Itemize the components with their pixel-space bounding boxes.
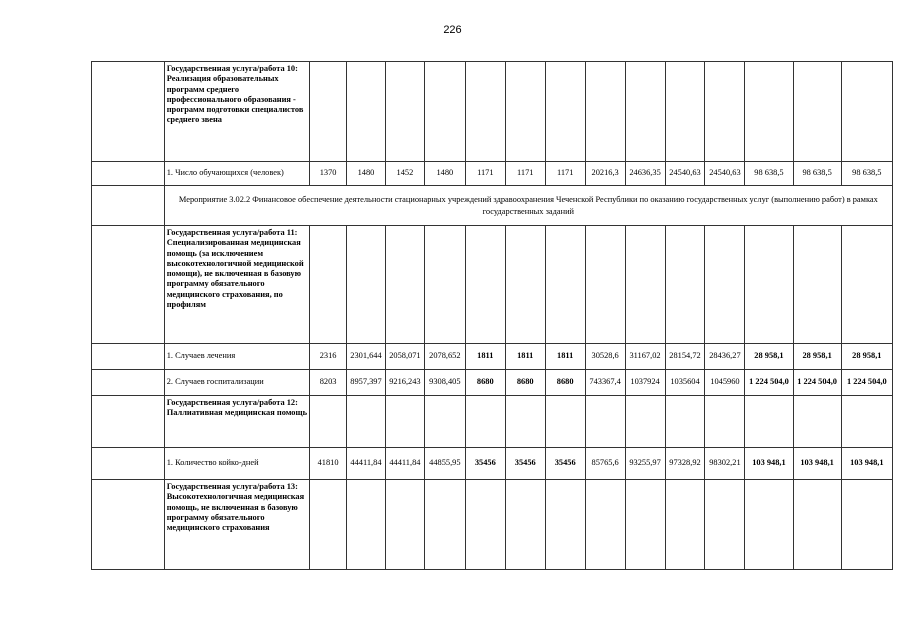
value-cell: 1171 (505, 162, 545, 186)
value-cell: 93255,97 (625, 448, 665, 480)
service-10-title: Государственная услуга/работа 10: Реализация образовательных программ среднего профессионального образования - программ подготовки специалистов среднего звена (164, 62, 309, 162)
value-cell: 2058,071 (385, 344, 424, 370)
value-cell: 8680 (465, 370, 505, 396)
value-cell: 1811 (505, 344, 545, 370)
service-13-title: Государственная услуга/работа 13: Высокотехнологичная медицинская помощь, не включенная в базовую программу обязательного медицинского страхования (164, 480, 309, 570)
value-cell: 98 638,5 (793, 162, 841, 186)
value-cell: 1370 (310, 162, 347, 186)
service-11-title: Государственная услуга/работа 11: Специализированная медицинская помощь (за исключением высокотехнологичной медицинской помощи), не включенная в базовую программу обязательного медицинского страхования, по профилям (164, 226, 309, 344)
service-13-header-row (92, 480, 893, 570)
value-cell: 2316 (310, 344, 347, 370)
value-cell: 1452 (385, 162, 424, 186)
value-cell: 24540,63 (665, 162, 705, 186)
value-cell: 8957,397 (347, 370, 386, 396)
value-cell: 2078,652 (424, 344, 465, 370)
page-number: 226 (443, 24, 462, 36)
value-cell: 97328,92 (665, 448, 705, 480)
service-12-title: Государственная услуга/работа 12: Паллиативная медицинская помощь (164, 396, 309, 448)
value-cell: 1037924 (625, 370, 665, 396)
value-cell: 103 948,1 (793, 448, 841, 480)
value-cell: 85765,6 (585, 448, 625, 480)
row-label: 1. Случаев лечения (164, 344, 309, 370)
blank-left-cell (92, 226, 165, 344)
blank-left-cell (92, 62, 165, 162)
value-cell: 98 638,5 (745, 162, 793, 186)
table-row (92, 344, 893, 370)
value-cell: 28154,72 (665, 344, 705, 370)
blank-left-cell (92, 344, 165, 370)
value-cell: 1480 (424, 162, 465, 186)
value-cell: 1811 (545, 344, 585, 370)
value-cell: 1 224 504,0 (745, 370, 793, 396)
value-cell: 1171 (465, 162, 505, 186)
value-cell: 9216,243 (385, 370, 424, 396)
value-cell: 8680 (505, 370, 545, 396)
value-cell: 28 958,1 (841, 344, 892, 370)
value-cell: 24636,35 (625, 162, 665, 186)
event-row (92, 186, 893, 226)
value-cell: 44855,95 (424, 448, 465, 480)
value-cell: 2301,644 (347, 344, 386, 370)
value-cell: 1 224 504,0 (793, 370, 841, 396)
service-12-header-row (92, 396, 893, 448)
table-row (92, 448, 893, 480)
value-cell: 30528,6 (585, 344, 625, 370)
value-cell: 98 638,5 (841, 162, 892, 186)
value-cell: 35456 (545, 448, 585, 480)
value-cell: 41810 (310, 448, 347, 480)
value-cell: 8203 (310, 370, 347, 396)
value-cell: 44411,84 (385, 448, 424, 480)
value-cell: 743367,4 (585, 370, 625, 396)
value-cell: 35456 (505, 448, 545, 480)
value-cell: 1811 (465, 344, 505, 370)
blank-left-cell (92, 186, 165, 226)
value-cell: 1 224 504,0 (841, 370, 892, 396)
value-cell: 103 948,1 (745, 448, 793, 480)
blank-left-cell (92, 448, 165, 480)
blank-left-cell (92, 370, 165, 396)
row-label: 2. Случаев госпитализации (164, 370, 309, 396)
value-cell: 1035604 (665, 370, 705, 396)
value-cell: 1045960 (705, 370, 745, 396)
row-label: 1. Количество койко-дней (164, 448, 309, 480)
value-cell: 31167,02 (625, 344, 665, 370)
blank-left-cell (92, 396, 165, 448)
value-cell: 1171 (545, 162, 585, 186)
value-cell: 44411,84 (347, 448, 386, 480)
blank-left-cell (92, 162, 165, 186)
table-row (92, 162, 893, 186)
value-cell: 20216,3 (585, 162, 625, 186)
value-cell: 9308,405 (424, 370, 465, 396)
blank-left-cell (92, 480, 165, 570)
service-10-header-row (92, 62, 893, 162)
row-label: 1. Число обучающихся (человек) (164, 162, 309, 186)
service-11-header-row (92, 226, 893, 344)
value-cell: 24540,63 (705, 162, 745, 186)
value-cell: 8680 (545, 370, 585, 396)
value-cell: 1480 (347, 162, 386, 186)
table-row (92, 370, 893, 396)
value-cell: 103 948,1 (841, 448, 892, 480)
value-cell: 28 958,1 (793, 344, 841, 370)
services-table (91, 61, 893, 570)
value-cell: 35456 (465, 448, 505, 480)
value-cell: 28 958,1 (745, 344, 793, 370)
value-cell: 98302,21 (705, 448, 745, 480)
value-cell: 28436,27 (705, 344, 745, 370)
event-text: Мероприятие 3.02.2 Финансовое обеспечение деятельности стационарных учреждений здравоохранения Чеченской Республики по оказанию государственных услуг (выполнению работ) в рамках государственных заданий (164, 186, 892, 226)
